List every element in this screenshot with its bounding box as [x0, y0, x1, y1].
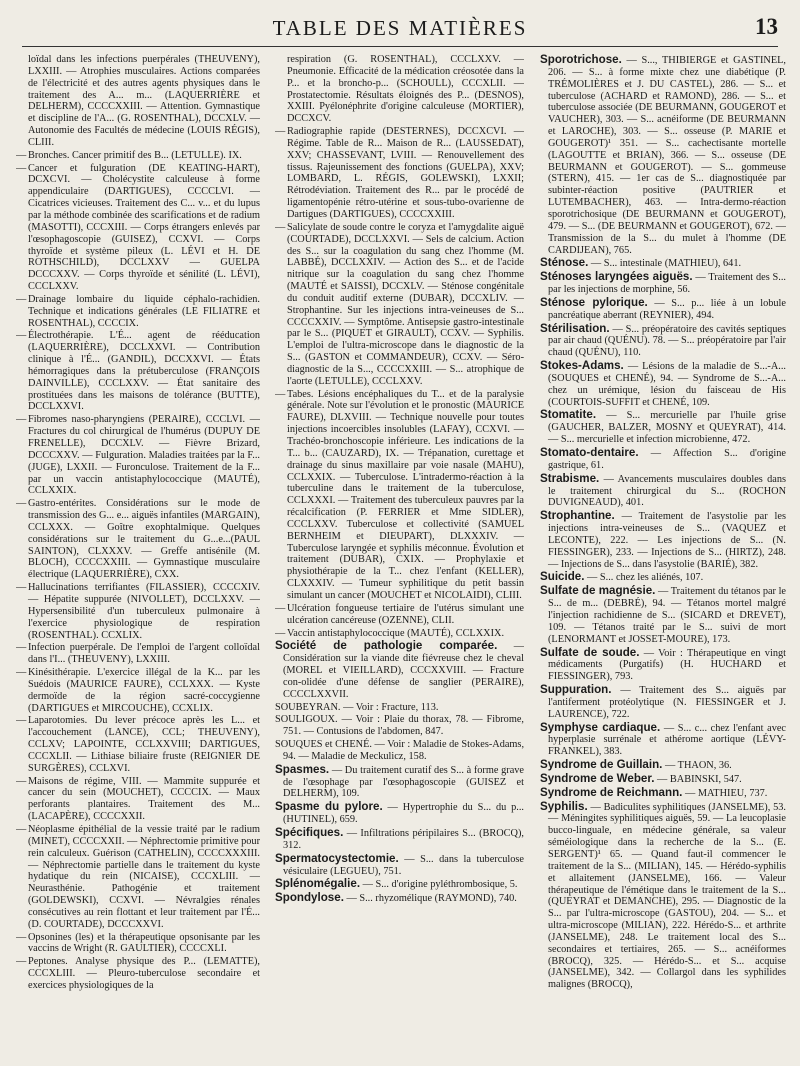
- entry-text: — BABINSKI, 547.: [654, 773, 742, 785]
- entry-heading: Spécifiques.: [275, 826, 344, 839]
- entry-heading: Sulfate de soude.: [540, 645, 640, 659]
- entry-text: Bronches. Cancer primitif des B... (LETULLE). IX.: [28, 149, 242, 161]
- index-entry: [275, 764, 524, 801]
- entry-text: Tabes. Lésions encéphaliques du T... et de la paralysie générale. Note sur l'évolution et le pronostic (MAURICE FAURE), DLXVIII. — Technique nouvelle pour toutes injections incoercibles insolubles (LAFAY), CCXVI. — Trachéo-bronchoscopie inférieure. Les indications de la T... b... (CAUZARD), IX. — Trépanation, curettage et drainage du sinus maxillaire par voie nasale (MAHU), CCLXXIX. — Tuberculose. L'intradermo-réaction à la tuberculine dans le traitement de la tuberculose, CCLXXXI. — Traitement des tuberculeux pauvres par la récalcification (P. FERRIER et Mme SIDLER), CCCLXXV. Tuberculose et collectivité (SAMUEL BERNHEIM et DIEUPART), DLXXXIV. — Tuberculose laryngée et syphilis méconnue. Évolution et traitement (DUBAR), CXIX. — Prophylaxie et physiothérapie de la T... chez l'enfant (KELLER), CLXXXIV. — Tumeur syphilitique du petit bassin simulant un cancer (MOUCHET et NICOLAIDI), CLIII.: [287, 388, 524, 601]
- index-entry: [540, 684, 786, 721]
- index-column-left: [16, 54, 260, 1054]
- entry-text: — Considération sur la viande dite fiévreuse chez le cheval (MOREL et VIEILLARD), CCCXXVIII. — Fracture con-olidée d'une défense de sanglier (PERAIRE), CCCCLXXVII.: [283, 641, 524, 700]
- index-entry: [16, 330, 260, 413]
- entry-text: — Infiltrations péripilaires S... (BROCQ), 312.: [283, 828, 524, 851]
- index-entry: [540, 787, 786, 800]
- index-entry: [16, 932, 260, 956]
- entry-text: Kinésithérapie. L'exercice illégal de la K... par les Suédois (MAURICE FAURE), CCLXXX. — Kyste dermoïde de la région sacré-coccygienne (DARTIGUES et MIRCOUCHE), CCXLIX.: [28, 667, 260, 714]
- index-entry: [540, 722, 786, 759]
- index-entry: [16, 824, 260, 931]
- entry-heading: Spondylose.: [275, 891, 344, 905]
- index-entry: [540, 585, 786, 645]
- entry-text: — S... rhyzomélique (RAYMOND), 740.: [343, 893, 517, 905]
- index-entry: [540, 510, 786, 570]
- index-entry: [16, 776, 260, 823]
- entry-text: Maisons de régime, VIII. — Mammite suppurée et cancer du sein (MOUCHET), CCCCIX. — Maux perforants plantaires. Traitement des M... (LACAPÈRE), CCCCXXII.: [28, 775, 260, 823]
- index-entry: [16, 956, 260, 992]
- entry-heading: Stérilisation.: [540, 321, 610, 335]
- entry-text: — Hypertrophie du S... du p... (HUTINEL), 659.: [283, 802, 524, 826]
- index-entry: [16, 163, 260, 293]
- index-entry: [275, 54, 524, 125]
- index-entry: [540, 473, 786, 510]
- entry-heading: Suppuration.: [540, 683, 612, 697]
- entry-text: Infection puerpérale. De l'emploi de l'argent colloïdal dans l'I... (THEUVENY), LXXIII.: [28, 642, 260, 666]
- entry-text: Peptones. Analyse physique des P... (LEMATTE), CCCXLIII. — Pleuro-tuberculose secondaire et exercices physiologiques de la: [28, 956, 260, 991]
- entry-text: — Affection S... d'origine gastrique, 61.: [548, 448, 786, 471]
- entry-text: Cancer et fulguration (DE KEATING-HART), DCXCVI. — Cholécystite calculeuse à forme appendiculaire (DARTIGUES), CCCCLVI. — Cicatrices vicieuses. Traitement des C... v... et du lupus par la méthode combinée des scarifications et de radium (MASOTTI), CCCXIII. — Corps étrangers enlevés par l'œsophagoscopie (GUISEZ), CCXVI. — Corps thyroïde et système pileux (L. LÉVI et H. DE ROTHSCHILD), DCCLXXV — GUELPA DCCCXXV. — Corps thyroïde et sénilité (L. LÉVI), CCCLXXV.: [28, 162, 260, 293]
- index-entry: [16, 414, 260, 497]
- index-entry: [275, 628, 524, 640]
- index-entry: [540, 409, 786, 446]
- entry-heading: Symphyse cardiaque.: [540, 720, 661, 734]
- entry-text: — Voir : Thérapeutique en vingt médicaments (Purgatifs) (H. HUCHARD et FIESSINGER), 793.: [548, 647, 786, 683]
- index-column-right: [540, 54, 786, 1054]
- index-entry: [275, 827, 524, 852]
- index-entry: [540, 759, 786, 772]
- index-entry: [540, 447, 786, 472]
- index-entry: [540, 773, 786, 786]
- index-entry: [275, 801, 524, 826]
- index-entry: [16, 667, 260, 714]
- entry-heading: Stokes-Adams.: [540, 359, 624, 373]
- entry-text: respiration (G. ROSENTHAL), CCCLXXV. — Pneumonie. Efficacité de la médication créosotée dans la P... et la broncho-p... (SCHOULL), CCCXLII. — Prostatectomie. Résultats éloignés des P... (DESNOS), XXIII. Pyélonéphrite d'origine calculeuse (MORTIER), DCCXCV.: [287, 54, 524, 125]
- entry-text: SOULIGOUX. — Voir : Plaie du thorax, 78. — Fibrome, 751. — Contusions de l'abdomen, 847.: [275, 714, 524, 738]
- index-entry: [275, 892, 524, 905]
- entry-text: — S... c... chez l'enfant avec hyperplasie surrénale et athérome aortique (LÉVY-FRANKEL), 383.: [548, 722, 786, 758]
- entry-text: — Lésions de la maladie de S...-A... (SOUQUES et CHENÉ), 94. — Syndrome de S...-A... chez un urémique, lésion du faisceau de His (COURTOIS-SUFFIT et CHENÉ, 109.: [548, 361, 786, 408]
- entry-text: Ulcération fongueuse tertiaire de l'utérus simulant une ulcération cancéreuse (OZENNE), CLII.: [287, 602, 524, 626]
- index-entry: [275, 853, 524, 878]
- index-entry: [540, 571, 786, 584]
- entry-text: Hallucinations terrifiantes (FILASSIER), CCCCXIV. — Hépatite suppurée (NIVOLLET), DCCLXXV. — Hypersensibilité d'un tuberculeux pulmonaire à l'exercice physiologique de respiration (ROSENTHAL). CCXLIX.: [28, 582, 260, 641]
- entry-heading: Strabisme.: [540, 471, 600, 485]
- index-entry: [275, 389, 524, 602]
- entry-text: Gastro-entérites. Considérations sur le mode de transmission des G... e... aiguës infantiles (MARGAIN), CCLXXX. — Goître exophtalmique. Quelques considérations sur le traitement du G...e...(PAUL SAINTON), CLXXXV. — Greffe antisénile (M. BLOCH), CCCCXXIII. — Gymnastique musculaire électrique (LAQUERRIÈRE), CXX.: [28, 498, 260, 581]
- entry-text: — S... mercurielle par l'huile grise (GAUCHER, BALZER, MOSNY et QUEYRAT), 414. — S... mercurielle et infection microbienne, 472.: [548, 410, 786, 446]
- entry-heading: Stomatite.: [540, 408, 597, 422]
- entry-heading: Syndrome de Reichmann.: [540, 785, 683, 799]
- index-entry: [540, 297, 786, 322]
- entry-heading: Sténoses laryngées aiguës.: [540, 270, 693, 284]
- entry-text: Radiographie rapide (DESTERNES), DCCXCVI. — Régime. Table de R... Maison de R... (LAUSSEDAT), XXV; CHASSEVANT, LVIII. — Renouvellement des tissus. Rajeunissement des fonctions (GUELPA), XXV; LOMBARD, L. RÉGIS, GOLEWSKI), LXXII; Rétrodéviation. Traitement des R... par le procédé de ligamentopénie rétro-utérine et sous-tubo-ovarienne de Dartigues (DARTIGUES), CCCCXXIII.: [287, 126, 524, 220]
- index-entry: [16, 642, 260, 666]
- index-entry: [16, 294, 260, 330]
- entry-text: SOUQUES et CHENÉ. — Voir : Maladie de Stokes-Adams, 94. — Maladie de Meckulicz, 158.: [275, 739, 524, 762]
- entry-heading: Syndrome de Guillain.: [540, 758, 663, 772]
- index-entry: [275, 702, 524, 714]
- entry-text: — Traitement des S... aiguës par l'antiferment protéolytique (N. FIESSINGER et J. LAURENCE), 722.: [548, 685, 786, 720]
- page-header: [0, 14, 800, 44]
- entry-heading: Sulfate de magnésie.: [540, 584, 656, 598]
- entry-text: — S..., THIBIERGE et GASTINEL, 206. — S... à forme mixte chez une diabétique (P. TRÉMOLIÈRES et J. DU CASTEL), 286. — S... et tuberculose (ACHARD et RAMOND), 286. — S... et tuberculose associée (DE BEURMANN, GOUGEROT et VAUCHER), 303. — S... acnéiforme (DE BEURMANN et LAROCHE), 303. — S... osseuse (P. MARIE et GOUGEROT)¹ 351. — S... cachectisante mortelle (LAGOUTTE et BRIAN), 366. — S... osseuse (DE BEURMANN et GOUGEROT). — S... gommeuse (STERN), 415. — 1er cas de S... diagnostiquée par subinter-réaction positive (PAUTRIER et LUTEMBACHER), 463. — Intra-dermo-réaction sporotrichosique (DE BEURMANN et GOUGEROT), 479. — S... (DE BEURMANN et GOUGEROT), 672. — Transmission de la S... du mulet à l'homme (DE CARDIJEAN), 765.: [548, 55, 786, 256]
- index-entry: [540, 647, 786, 684]
- index-entry: [16, 715, 260, 774]
- index-entry: [540, 323, 786, 360]
- index-entry: [540, 801, 786, 992]
- index-column-middle: [275, 54, 524, 1054]
- entry-heading: Sténose pylorique.: [540, 295, 648, 309]
- entry-text: Vaccin antistaphylococcique (MAUTÉ), CCLXXIX.: [287, 627, 505, 639]
- entry-text: — Avancements musculaires doubles dans le traitement chirurgical du S... (ROCHON DUVIGNEAUD), 401.: [548, 473, 786, 509]
- index-entry: [275, 714, 524, 738]
- index-entry: [16, 54, 260, 149]
- entry-heading: Suicide.: [540, 570, 585, 584]
- entry-text: — Traitement de l'asystolie par les injections intra-veineuses de S... (VAQUEZ et LECONTE), 222. — Les injections de S... (N. FIESSINGER), 233. — Injections de S... (HIRTZ), 248. — Injections de S... dans l'asystolie (BARIÉ), 382.: [548, 511, 786, 570]
- index-entry: [16, 498, 260, 581]
- entry-heading: Société de pathologie comparée.: [275, 639, 498, 653]
- entry-text: — S... p... liée à un lobule pancréatique aberrant (REYNIER), 494.: [548, 297, 786, 321]
- index-entry: [16, 582, 260, 641]
- index-entry: [540, 54, 786, 256]
- entry-text: Électrothérapie. L'É... agent de rééducation (LAQUERRIÈRE), DCCLXXVI. — Contribution clinique à l'É... (GANDIL), DCCXXVI. — États hémorragiques dans la prétuberculose (FRANÇOIS DAINVILLE), CCCLXXV. — État sanitaire des prostituées dans les maisons de tolérance (BUTTE), DCCLXXVI.: [28, 330, 260, 413]
- entry-text: — S... préopératoire des cavités septiques par air chaud (QUÉNU). 78. — S... préopératoire par l'air chaud (QUÉNU), 110.: [548, 323, 786, 359]
- entry-heading: Spasmes.: [275, 762, 330, 776]
- entry-text: — S... dans la tuberculose vésiculaire (LEGUEU), 751.: [283, 853, 524, 877]
- index-entry: [540, 360, 786, 408]
- index-entry: [275, 603, 524, 627]
- running-title: TABLE DES MATIÈRES: [272, 16, 528, 40]
- entry-text: Opsonines (les) et la thérapeutique opsonisante par les vaccins de Wright (R. GAULTIER), CCCCXLI.: [28, 931, 260, 955]
- entry-text: — Traitement du tétanos par le S... de m... (DEBRÉ), 94. — Tétanos mortel malgré l'injection rachidienne de S... (SICARD et DREVET), 109. — Tétanos traité par le S... suivi de mort (LENORMANT et JOSSET-MOURE), 173.: [548, 586, 786, 645]
- entry-text: — S... d'origine pyléthrombosique, 5.: [360, 879, 518, 891]
- header-rule: [22, 46, 778, 47]
- entry-text: Fibromes naso-pharyngiens (PERAIRE), CCCLVI. — Fractures du col chirurgical de l'humérus (DUPUY DE FRENELLE), DCCXLV. — Fièvre Brizard, DCCCXXV. — Fulguration. Maladies traitées par la F... (JUGE), LXXII. — Furonculose. Traitement de la F... par un vaccin antistaphylococcique (MAUTÉ), CCLXXIX.: [28, 414, 260, 497]
- entry-heading: Sporotrichose.: [540, 54, 622, 66]
- entry-text: — S... intestinale (MATHIEU), 641.: [588, 258, 742, 270]
- entry-heading: Stomato-dentaire.: [540, 446, 639, 459]
- index-entry: [275, 640, 524, 700]
- entry-heading: Syphilis.: [540, 799, 588, 813]
- entry-text: — Du traitement curatif des S... à forme grave de l'œsophage par l'œsophagoscopie (GUISEZ et DELHERM), 109.: [283, 764, 524, 800]
- index-entry: [275, 126, 524, 221]
- entry-text: — Traitement des S... par les injections de morphine, 56.: [548, 272, 786, 296]
- entry-heading: Spermatocystectomie.: [275, 851, 399, 865]
- entry-text: loïdal dans les infections puerpérales (THEUVENY), LXXIII. — Atrophies musculaires. Actions comparées de l'électricité et des autres agents physiques dans le traitement des A... m... (LAQUERRIÈRE et DELHERM), CCCCXXIII. — Attention. Gymnastique et discipline de l'A... (G. ROSENTHAL), DCCXLV. — Autonomie des Facultés de médecine (LOUIS RÉGIS), CLIII.: [28, 54, 260, 148]
- entry-text: — S... chez les aliénés, 107.: [584, 572, 704, 584]
- entry-text: Néoplasme épithélial de la vessie traité par le radium (MINET), CCCCXXII. — Néphrectomie primitive pour rein calculeux. Guérison (CATHELIN), CCCCXXXIII. — Néphrectomie partielle dans le traitement du kyste hydatique du rein (NICAISE), CCCXLIII. — Neurasthénie. Pathogénie et traitement (GOLDEWSKI), CCXVI. — Névralgies rénales consécutives au rein flottant et leur traitement par l'É... (D. COURTADE), DCCCXXVI.: [28, 824, 260, 930]
- entry-text: Salicylate de soude contre le coryza et l'amygdalite aiguë (COURTADE), DCCLXXVI. — Sels de calcium. Action des S... sur la coagulation du sang chez l'homme (M. LABBÉ), DCCLXXIV. — Action des S... et de l'acide nitrique sur la coagulation du sang chez l'homme (MAUTÉ et SAISSI), DCCXLV. — Sténose congénitale du conduit auditif externe (DUBAR), DCCXLIV. — Strophantine. Sur les injections intra-veineuses de S... CCCCXXIV. — Symptôme. Antisepsie gastro-intestinale par le S... (PIQUET et GIRAULT), CCXV. — Syphilis. L'emploi de l'ultra-microscope dans le diagnostic de la S... (GASTON et COMMANDEUR), CCXV. — Séro-diagnostic de la S..., CCCCXXIII. — S... atrophique de l'aorte (LETULLE), CCCLXXV.: [287, 221, 524, 387]
- entry-heading: Strophantine.: [540, 509, 615, 523]
- index-entry: [16, 150, 260, 162]
- index-entry: [275, 878, 524, 891]
- entry-text: SOUBEYRAN. — Voir : Fracture, 113.: [275, 701, 439, 713]
- index-entry: [540, 257, 786, 270]
- entry-text: — Badiculites syphilitiques (JANSELME), 53. — Méningites syphilitiques aiguës, 59. — La leucoplasie bucco-linguale, en médecine générale, sa valeur séméiologique dans la recherche de la S... (E. SERGENT)¹ 65. — Quand faut-il commencer le traitement de la S... (MILIAN), 145. — Hérédo-syphilis et allaitement (JANSELME), 166. — Valeur thérapeutique de l'émétique dans le traitement de la S... (QUEYRAT et DEMANCHE), 295. — Diagnostic de la S... par l'ultra-microscope (GASTOU), 204. — S... et ultra-microscope (MILIAN), 222. Hérédo-S... et arthrite (JANSELME), 248. Le traitement local des S... secondaires et tertiaires, 265. — S... acnéiformes (BROCQ), 325. — Hérédo-S... et S... acquise (JANSELME), 342. — Collargol dans les syphilides malignes (BROCQ),: [548, 801, 786, 991]
- entry-text: Drainage lombaire du liquide céphalo-rachidien. Technique et indications générales (LE FILIATRE et ROSENTHAL), CCCCIX.: [28, 293, 260, 329]
- entry-text: Laparotomies. Du lever précoce après les L... et l'accouchement (LANCE), CCL; THEUVENY), CCLXV; LAPOINTE, CCLXXVIII; DARTIGUES, CCCXLII. — Lithiase biliaire fruste (REIGNIER DE SURGÈRES), CCLXVI.: [28, 715, 260, 774]
- index-entry: [275, 222, 524, 388]
- entry-text: — MATHIEU, 737.: [682, 787, 768, 799]
- index-entry: [275, 739, 524, 763]
- entry-heading: Spasme du pylore.: [275, 800, 383, 814]
- page-number: 13: [755, 14, 778, 39]
- entry-heading: Sténose.: [540, 256, 589, 270]
- entry-heading: Syndrome de Weber.: [540, 771, 655, 785]
- entry-text: — THAON, 36.: [662, 760, 732, 772]
- entry-heading: Splénomégalie.: [275, 877, 361, 891]
- index-entry: [540, 271, 786, 296]
